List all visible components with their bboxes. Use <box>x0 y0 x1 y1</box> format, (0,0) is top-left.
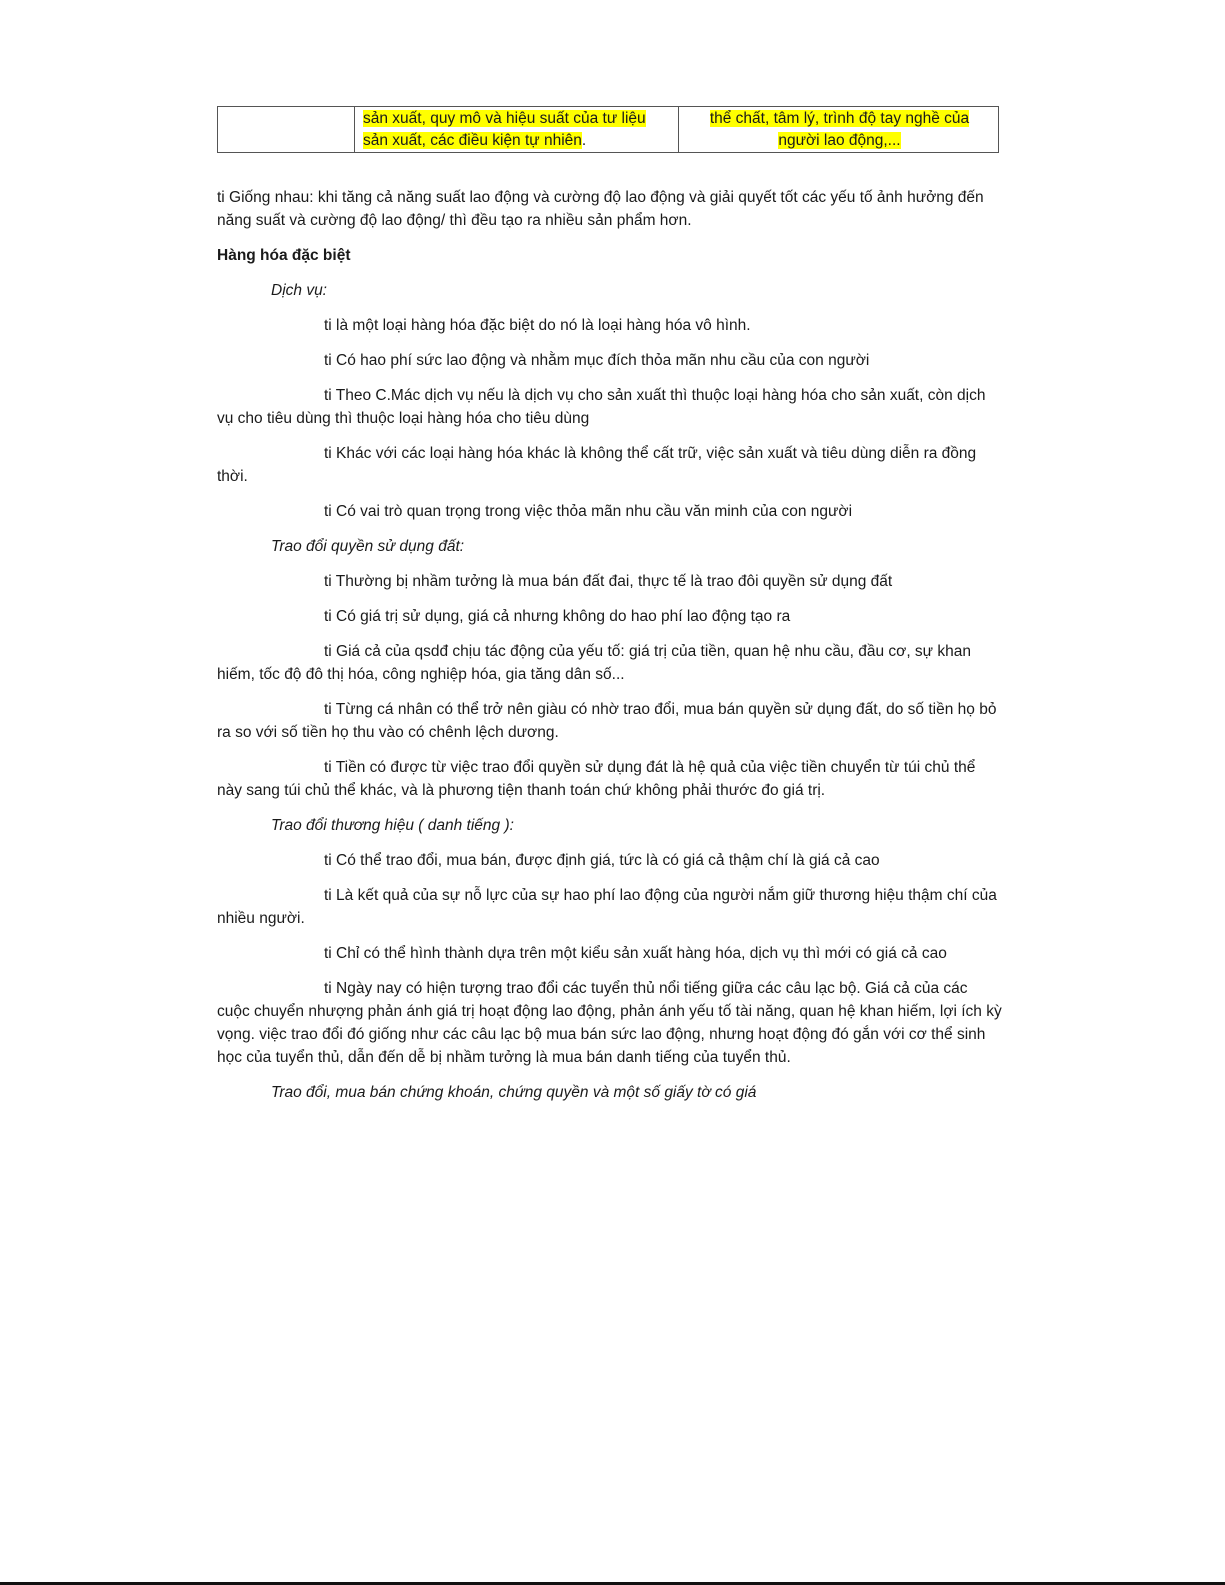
table-cell-intensity-factors <box>679 107 999 153</box>
bullet-paragraph: ti Ngày nay có hiện tượng trao đổi các tuyển thủ nổi tiếng giữa các câu lạc bộ. Giá cả của các cuộc chuyển nhượng phản ánh giá trị hoạt động lao động, phản ánh yếu tố tài năng, quan hệ khan hiếm, lợi ích kỳ vọng. việc trao đổi đó giống như các câu lạc bộ mua bán sức lao động, nhưng hoạt động đó gắn với cơ thể sinh học của tuyển thủ, dẫn đến dễ bị nhầm tưởng là mua bán danh tiếng của tuyển thủ. <box>217 980 1002 1066</box>
table-cell-productivity-factors <box>355 107 679 153</box>
bullet-paragraph: ti Tiền có được từ việc trao đổi quyền sử dụng đát là hệ quả của việc tiền chuyển từ túi chủ thể này sang túi chủ thể khác, và là phương tiện thanh toán chứ không phải thước đo giá trị. <box>217 759 976 799</box>
subsection-heading: Trao đổi thương hiệu ( danh tiếng ): <box>271 817 514 834</box>
subsection-heading: Trao đổi, mua bán chứng khoán, chứng quyền và một số giấy tờ có giá <box>271 1084 757 1101</box>
bullet-paragraph: ti Là kết quả của sự nỗ lực của sự hao phí lao động của người nắm giữ thương hiệu thậm chí của nhiều người. <box>217 887 997 927</box>
bullet-paragraph: ti Có vai trò quan trọng trong việc thỏa mãn nhu cầu văn minh của con người <box>324 503 853 520</box>
bullet-paragraph: ti Chỉ có thể hình thành dựa trên một kiểu sản xuất hàng hóa, dịch vụ thì mới có giá cả cao <box>324 945 947 962</box>
bullet-paragraph: ti Khác với các loại hàng hóa khác là không thể cất trữ, việc sản xuất và tiêu dùng diễn ra đồng thời. <box>217 445 977 485</box>
bullet-paragraph: ti Có thể trao đổi, mua bán, được định giá, tức là có giá cả thậm chí là giá cả cao <box>324 852 880 869</box>
bullet-paragraph: ti Từng cá nhân có thể trở nên giàu có nhờ trao đổi, mua bán quyền sử dụng đất, do số tiền họ bỏ ra so với số tiền họ thu vào có chênh lệch dương. <box>217 701 997 741</box>
highlighted-text: người lao động,... <box>778 132 901 149</box>
bullet-paragraph: ti là một loại hàng hóa đặc biệt do nó là loại hàng hóa vô hình. <box>324 317 751 334</box>
bullet-paragraph: ti Có hao phí sức lao động và nhằm mục đích thỏa mãn nhu cầu của con người <box>324 352 870 369</box>
highlighted-text: thể chất, tâm lý, trình độ tay nghề của <box>709 110 970 127</box>
bullet-paragraph: ti Giá cả của qsdđ chịu tác động của yếu tố: giá trị của tiền, quan hệ nhu cầu, đầu cơ, sự khan hiếm, tốc độ đô thị hóa, công nghiệp hóa, gia tăng dân số... <box>217 643 971 683</box>
comparison-table <box>217 106 999 153</box>
bullet-paragraph: ti Theo C.Mác dịch vụ nếu là dịch vụ cho sản xuất thì thuộc loại hàng hóa cho sản xuất, còn dịch vụ cho tiêu dùng thì thuộc loại hàng hóa cho tiêu dùng <box>217 387 986 427</box>
highlighted-text: sản xuất, quy mô và hiệu suất của tư liệu <box>363 110 646 127</box>
subsection-heading: Dịch vụ: <box>271 282 327 299</box>
cell-text-end: . <box>581 132 587 149</box>
section-heading: Hàng hóa đặc biệt <box>217 247 351 264</box>
document-body <box>217 186 1002 1104</box>
table-cell-label <box>218 107 355 153</box>
subsection-heading: Trao đổi quyền sử dụng đất: <box>271 538 465 555</box>
table-row <box>218 107 999 153</box>
highlighted-text: sản xuất, các điều kiện tự nhiên <box>363 132 582 149</box>
bullet-paragraph: ti Có giá trị sử dụng, giá cả nhưng không do hao phí lao động tạo ra <box>324 608 791 625</box>
paragraph: ti Giống nhau: khi tăng cả năng suất lao động và cường độ lao động và giải quyết tốt các yếu tố ảnh hưởng đến năng suất và cường độ lao động/ thì đều tạo ra nhiều sản phẩm hơn. <box>217 189 984 229</box>
bullet-paragraph: ti Thường bị nhầm tưởng là mua bán đất đai, thực tế là trao đôi quyền sử dụng đất <box>324 573 893 590</box>
